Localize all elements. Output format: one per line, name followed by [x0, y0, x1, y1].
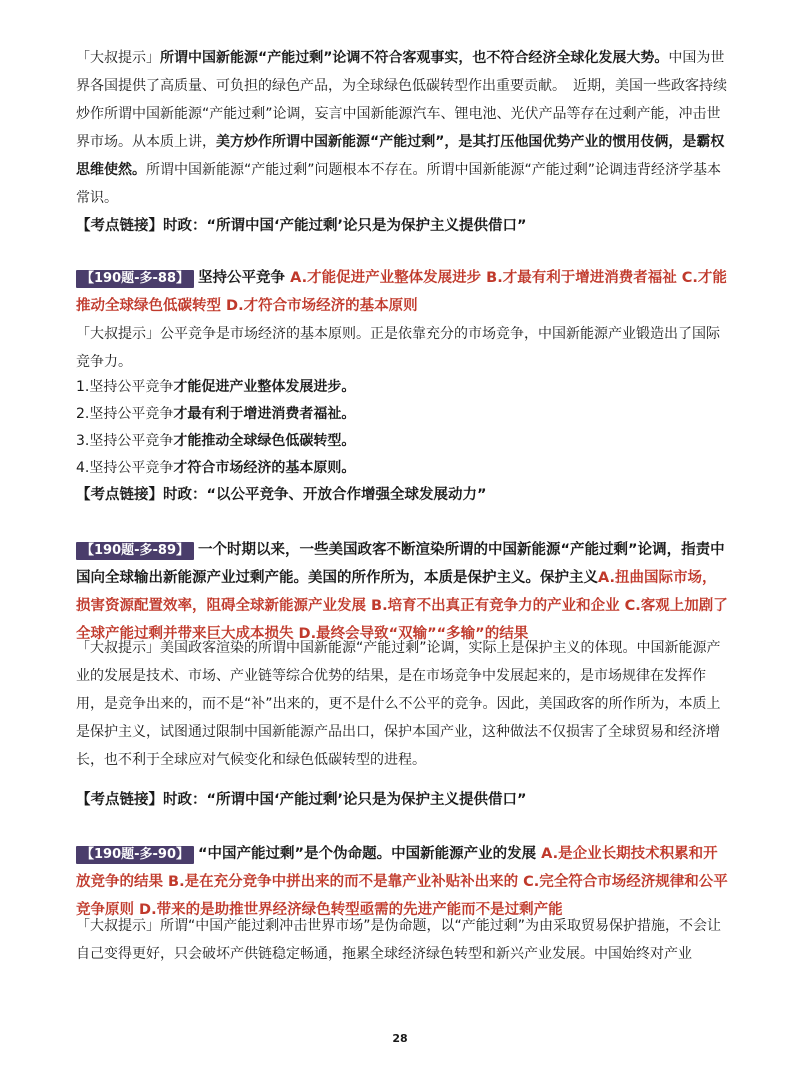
q89-exam-link: 【考点链接】时政：“所谓中国‘产能过剩’论只是为保护主义提供借口” — [76, 792, 527, 808]
question-88 — [76, 264, 728, 320]
question-options: A.是企业长期技术积累和开放竞争的结果 B.是在充分竞争中拼出来的而不是靠产业补贴补出来的 C.完全符合市场经济规律和公平竞争原则 D.带来的是助推世界经济绿色转型亟需的先进产能而不是过剩产能 — [76, 846, 728, 918]
point-text: 才能促进产业整体发展进步。 — [173, 379, 356, 395]
q88-point-3 — [76, 427, 728, 455]
question-stem: 坚持公平竞争 — [198, 270, 286, 286]
point-text: 才符合市场经济的基本原则。 — [173, 460, 356, 476]
question-tag: 【190题-多-90】 — [76, 846, 194, 864]
question-tag: 【190题-多-88】 — [76, 270, 194, 288]
intro-paragraph — [76, 44, 728, 212]
intro-text-1: 中国为世界各国提供了高质量、可负担的绿色产品，为全球绿色低碳转型作出重要贡献。 近期，美国一些政客持续炒作所谓中国新能源“产能过剩”论调，妄言中国新能源汽车、锂电池、光伏产品等存在过剩产能，冲击世界市场。从本质上讲， — [76, 50, 727, 150]
question-tag: 【190题-多-89】 — [76, 542, 194, 560]
intro-key-point: 美方炒作所谓中国新能源“产能过剩”，是其打压他国优势产业的惯用伎俩，是霸权思维使然。 — [76, 134, 725, 178]
hint-text: 所谓“中国产能过剩冲击世界市场”是伪命题，以“产能过剩”为由采取贸易保护措施，不会让自己变得更好，只会破坏产供链稳定畅通，拖累全球经济绿色转型和新兴产业发展。中国始终对产业 — [76, 918, 722, 962]
point-text: 才能推动全球绿色低碳转型。 — [173, 433, 356, 449]
point-prefix: 1.坚持公平竞争 — [76, 379, 174, 395]
point-prefix: 4.坚持公平竞争 — [76, 460, 174, 476]
point-prefix: 2.坚持公平竞争 — [76, 406, 174, 422]
hint-text: 美国政客渲染的所谓中国新能源“产能过剩”论调，实际上是保护主义的体现。中国新能源产业的发展是技术、市场、产业链等综合优势的结果，是在市场竞争中发展起来的，是市场规律在发挥作用，是竞争出来的，而不是“补”出来的，更不是什么不公平的竞争。因此，美国政客的所作所为，本质上是保护主义，试图通过限制中国新能源产品出口，保护本国产业，这种做法不仅损害了全球贸易和经济增长，也不利于全球应对气候变化和绿色低碳转型的进程。 — [76, 640, 721, 768]
intro-text-2: 所谓中国新能源“产能过剩”问题根本不存在。所谓中国新能源“产能过剩”论调违背经济学基本常识。 — [76, 162, 722, 206]
q89-hint — [76, 634, 728, 774]
question-stem: 一个时期以来，一些美国政客不断渲染所谓的中国新能源“产能过剩”论调，指责中国向全球输出新能源产业过剩产能。美国的所作所为，本质是保护主义。保护主义 — [76, 542, 725, 586]
q88-hint — [76, 320, 728, 376]
q88-point-1 — [76, 373, 728, 401]
hint-label: 「大叔提示」 — [76, 918, 160, 934]
question-stem: “中国产能过剩”是个伪命题。中国新能源产业的发展 — [198, 846, 537, 862]
question-options: A.扭曲国际市场，损害资源配置效率，阻碍全球新能源产业发展 B.培育不出真正有竞争力的产业和企业 C.客观上加剧了全球产能过剩并带来巨大成本损失 D.最终会导致“双输”“多输”的结果 — [76, 570, 728, 642]
point-text: 才最有利于增进消费者福祉。 — [173, 406, 356, 422]
hint-label: 「大叔提示」 — [76, 50, 160, 66]
hint-label: 「大叔提示」 — [76, 326, 160, 342]
intro-lead: 所谓中国新能源“产能过剩”论调不符合客观事实，也不符合经济全球化发展大势。 — [160, 50, 669, 66]
intro-exam-link: 【考点链接】时政：“所谓中国‘产能过剩’论只是为保护主义提供借口” — [76, 218, 527, 234]
q88-point-2 — [76, 400, 728, 428]
point-prefix: 3.坚持公平竞争 — [76, 433, 174, 449]
page-number: 28 — [392, 1032, 408, 1045]
q90-hint — [76, 912, 728, 968]
q88-exam-link: 【考点链接】时政：“以公平竞争、开放合作增强全球发展动力” — [76, 487, 487, 503]
hint-label: 「大叔提示」 — [76, 640, 160, 656]
question-options: A.才能促进产业整体发展进步 B.才最有利于增进消费者福祉 C.才能推动全球绿色低碳转型 D.才符合市场经济的基本原则 — [76, 270, 727, 314]
question-89 — [76, 536, 728, 648]
hint-text: 公平竞争是市场经济的基本原则。正是依靠充分的市场竞争，中国新能源产业锻造出了国际竞争力。 — [76, 326, 720, 370]
q88-point-4 — [76, 454, 728, 482]
